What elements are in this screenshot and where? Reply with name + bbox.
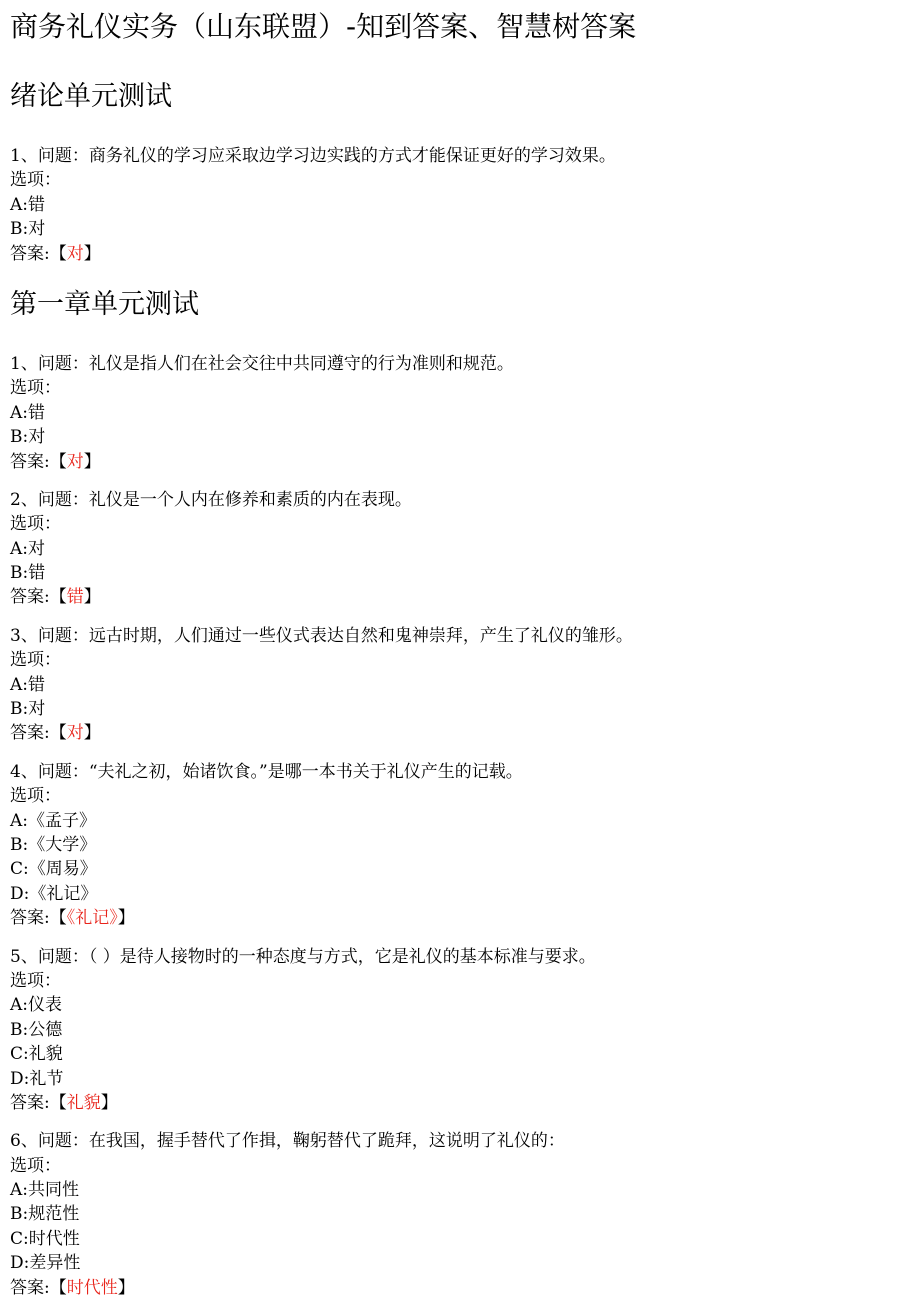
question-text: 4、问题：“夫礼之初，始诸饮食。”是哪一本书关于礼仪产生的记载。 bbox=[10, 761, 523, 782]
answer-value: 对 bbox=[66, 723, 84, 744]
option-item: A:错 bbox=[10, 674, 46, 695]
answer-value: 对 bbox=[66, 243, 84, 264]
answer-bracket-close: 】 bbox=[117, 908, 135, 929]
option-item: A:对 bbox=[10, 538, 46, 559]
option-item: B:对 bbox=[10, 219, 46, 240]
answer-bracket-open: 【 bbox=[49, 587, 67, 608]
answer-line bbox=[10, 242, 910, 266]
question-item bbox=[10, 945, 910, 1116]
answer-bracket-open: 【 bbox=[49, 908, 67, 929]
option-item: A:仪表 bbox=[10, 995, 63, 1016]
question-item bbox=[10, 1129, 910, 1300]
question-item bbox=[10, 144, 910, 266]
answer-label: 答案: bbox=[10, 587, 50, 608]
option-item: C:时代性 bbox=[10, 1228, 80, 1249]
answer-bracket-open: 【 bbox=[49, 723, 67, 744]
option-item: C:《周易》 bbox=[10, 859, 97, 880]
answer-bracket-close: 】 bbox=[83, 243, 101, 264]
answer-bracket-close: 】 bbox=[100, 1092, 118, 1113]
answer-bracket-open: 【 bbox=[49, 243, 67, 264]
answer-bracket-close: 】 bbox=[83, 723, 101, 744]
option-item: D:礼节 bbox=[10, 1068, 64, 1089]
option-item: A:共同性 bbox=[10, 1180, 80, 1201]
option-item: A:错 bbox=[10, 402, 46, 423]
answer-value: 礼貌 bbox=[66, 1092, 101, 1113]
option-item: B:对 bbox=[10, 699, 46, 720]
answer-line bbox=[10, 585, 910, 609]
options-label: 选项： bbox=[10, 514, 61, 535]
options-label: 选项： bbox=[10, 970, 61, 991]
answer-label: 答案: bbox=[10, 243, 50, 264]
option-item: B:公德 bbox=[10, 1019, 63, 1040]
answer-value: 对 bbox=[66, 451, 84, 472]
question-text: 6、问题：在我国，握手替代了作揖，鞠躬替代了跪拜，这说明了礼仪的： bbox=[10, 1131, 565, 1152]
document-title: 商务礼仪实务（山东联盟）-知到答案、智慧树答案 bbox=[10, 10, 637, 43]
section-title: 绪论单元测试 bbox=[10, 81, 172, 112]
answer-bracket-open: 【 bbox=[49, 1092, 67, 1113]
answer-line bbox=[10, 450, 910, 474]
answer-bracket-open: 【 bbox=[49, 1277, 67, 1298]
answer-bracket-open: 【 bbox=[49, 451, 67, 472]
answer-bracket-close: 】 bbox=[117, 1277, 135, 1298]
answer-value: 错 bbox=[66, 587, 84, 608]
question-text: 1、问题：礼仪是指人们在社会交往中共同遵守的行为准则和规范。 bbox=[10, 353, 514, 374]
question-text: 1、问题：商务礼仪的学习应采取边学习边实践的方式才能保证更好的学习效果。 bbox=[10, 146, 616, 166]
options-label: 选项： bbox=[10, 650, 61, 671]
answer-line bbox=[10, 906, 910, 930]
option-item: B:错 bbox=[10, 563, 46, 584]
question-list bbox=[10, 352, 910, 1300]
question-text: 5、问题：（ ）是待人接物时的一种态度与方式，它是礼仪的基本标准与要求。 bbox=[10, 946, 596, 967]
question-list bbox=[10, 144, 910, 266]
option-item: B:对 bbox=[10, 427, 46, 448]
options-label: 选项： bbox=[10, 786, 61, 807]
answer-value: 《礼记》 bbox=[66, 908, 118, 929]
option-item: B:《大学》 bbox=[10, 834, 97, 855]
option-item: C:礼貌 bbox=[10, 1044, 63, 1065]
options-label: 选项： bbox=[10, 378, 61, 399]
option-item: A:错 bbox=[10, 194, 46, 215]
answer-label: 答案: bbox=[10, 451, 50, 472]
section-title: 第一章单元测试 bbox=[10, 288, 199, 320]
option-item: D:差异性 bbox=[10, 1253, 81, 1274]
answer-value: 时代性 bbox=[66, 1277, 118, 1298]
question-item bbox=[10, 624, 910, 746]
options-label: 选项： bbox=[10, 1155, 61, 1176]
answer-label: 答案: bbox=[10, 1277, 50, 1298]
options-label: 选项： bbox=[10, 170, 61, 191]
option-item: B:规范性 bbox=[10, 1204, 80, 1225]
question-text: 2、问题：礼仪是一个人内在修养和素质的内在表现。 bbox=[10, 489, 412, 510]
answer-label: 答案: bbox=[10, 723, 50, 744]
question-text: 3、问题：远古时期，人们通过一些仪式表达自然和鬼神崇拜，产生了礼仪的雏形。 bbox=[10, 625, 633, 646]
question-item bbox=[10, 488, 910, 610]
answer-label: 答案: bbox=[10, 1092, 50, 1113]
option-item: D:《礼记》 bbox=[10, 883, 98, 904]
answer-line bbox=[10, 1091, 910, 1115]
question-item bbox=[10, 352, 910, 474]
question-item bbox=[10, 760, 910, 931]
answer-label: 答案: bbox=[10, 908, 50, 929]
answer-line bbox=[10, 721, 910, 745]
sections-container bbox=[10, 58, 910, 1300]
answer-bracket-close: 】 bbox=[83, 451, 101, 472]
option-item: A:《孟子》 bbox=[10, 810, 97, 831]
answer-bracket-close: 】 bbox=[83, 587, 101, 608]
answer-line bbox=[10, 1276, 910, 1300]
